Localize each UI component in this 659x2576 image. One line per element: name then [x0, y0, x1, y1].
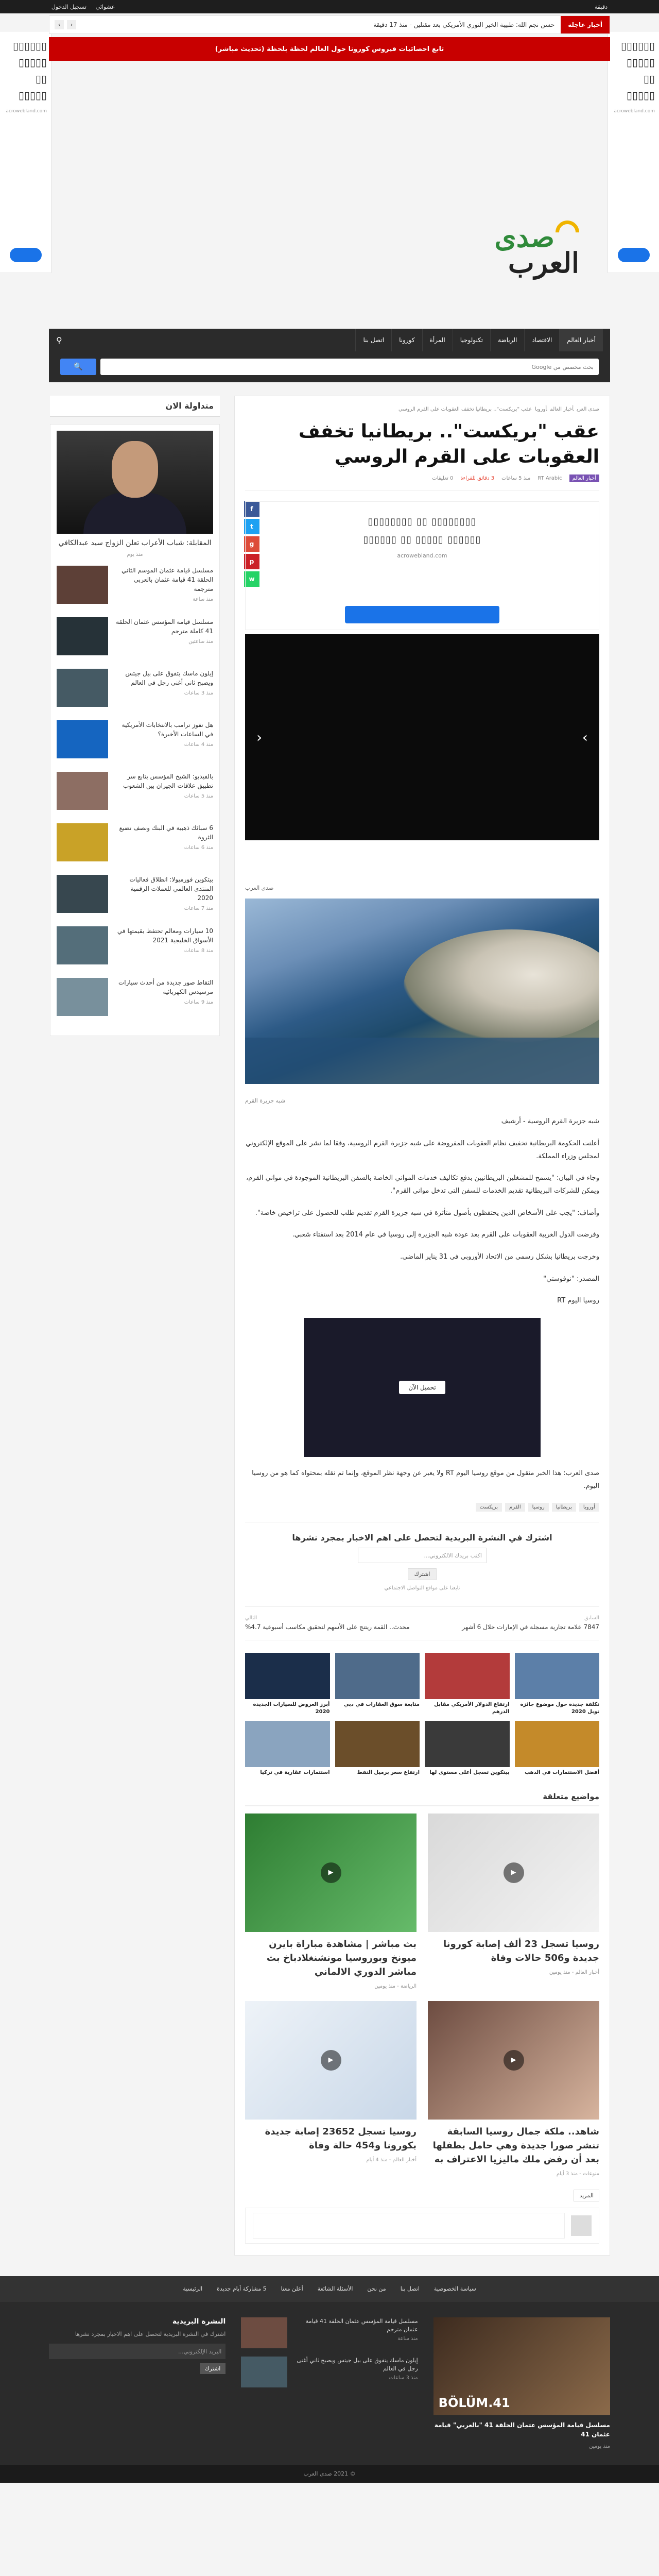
sponsored-image: [245, 1653, 330, 1699]
sidebar-post-meta: منذ 9 ساعات: [184, 999, 213, 1005]
sidebar-post-title[interactable]: التقاط صور جديدة من أحدث سيارات مرسيدس الكهربائية: [118, 979, 213, 995]
comment-input[interactable]: [253, 2213, 565, 2239]
prev-post[interactable]: السابق 7847 علامة تجارية مسجلة في الإمارات خلال 6 أشهر: [462, 1615, 599, 1631]
ticker-prev-icon[interactable]: ‹: [67, 20, 76, 29]
breaking-label: أخبار عاجلة: [561, 16, 610, 33]
footer-nav-item[interactable]: اتصل بنا: [400, 2285, 420, 2293]
sponsored-title: أبرز العروض للسيارات الجديدة 2020: [253, 1701, 330, 1715]
nav-item[interactable]: المرأة: [422, 329, 453, 351]
top-bar: [0, 0, 659, 13]
sidebar-post-meta: منذ 8 ساعات: [184, 948, 213, 954]
sponsored-image: [425, 1721, 510, 1767]
related-meta: أخبار العالم - منذ يومين: [549, 1969, 599, 1975]
sidebar-post[interactable]: [57, 926, 213, 964]
next-post[interactable]: التالي محدث.. القمة ريتنج على الأسهم لتحقيق مكاسب أسبوعية 4.7%: [245, 1615, 410, 1631]
related-title[interactable]: شاهد.. ملكة جمال روسيا السابقة تنشر صورا جديدة وهي حامل بطفلها بعد أن رفض ملك ماليزيا الاعتراف به: [432, 2126, 599, 2165]
load-more-button[interactable]: المزيد: [574, 2190, 599, 2201]
logo-line2: العرب: [508, 246, 579, 279]
sidebar-post[interactable]: [57, 875, 213, 913]
article-meta: [245, 474, 599, 491]
ad-line2: ▯▯▯▯▯▯ ▯▯▯▯▯ ▯▯ ▯▯▯▯▯▯: [363, 534, 481, 546]
logo-line1: صدى: [494, 221, 554, 253]
sidebar-lead-title[interactable]: المقابلة: شباب الأعراب تعلن الزواج سيد عبدالكافي: [58, 539, 212, 547]
related-image: [245, 2001, 417, 2120]
footer-newsletter-title: النشرة البريدية: [172, 2317, 226, 2326]
footer-post-title[interactable]: إيلون ماسك يتفوق على بيل جيتس ويصبح ثاني أغنى رجل في العالم: [297, 2357, 418, 2372]
nav-item[interactable]: أخبار العالم: [559, 329, 603, 351]
sidebar-thumb: [57, 823, 108, 861]
article-date: منذ 5 ساعات: [501, 476, 531, 482]
whatsapp-icon[interactable]: w: [244, 571, 259, 587]
ticker-next-icon[interactable]: ›: [55, 20, 64, 29]
sidebar-post[interactable]: [57, 720, 213, 758]
copyright: © 2021 صدى العرب: [0, 2465, 659, 2483]
sidebar-thumb: [57, 720, 108, 758]
logo-signal-icon: [550, 215, 584, 249]
side-ad-button[interactable]: [10, 248, 42, 262]
related-heading: مواضيع متعلقة: [245, 1792, 599, 1806]
article-paragraph: المصدر: "نوفوستي": [543, 1275, 599, 1283]
sponsored-image: [335, 1653, 420, 1699]
sidebar-post-title[interactable]: إيلون ماسك يتفوق على بيل جيتس ويصبح ثاني أغنى رجل في العالم: [125, 670, 213, 686]
sidebar-thumb: [57, 875, 108, 913]
sidebar-post-meta: منذ 4 ساعات: [184, 742, 213, 748]
article-paragraph: أعلنت الحكومة البريطانية تخفيف نظام العقوبات المفروضة على شبه جزيرة القرم الروسية، وفقا لما نشر على الموقع الإلكتروني لمجلس وزراء المملكة.: [246, 1139, 599, 1160]
tag[interactable]: روسيا: [528, 1503, 549, 1512]
sidebar-thumb: [57, 669, 108, 707]
ad-line1: ▯▯▯▯▯▯▯▯ ▯▯ ▯▯▯▯▯▯▯▯: [368, 516, 477, 528]
sidebar-post-meta: منذ 7 ساعات: [184, 906, 213, 911]
tag[interactable]: بريكست: [476, 1503, 502, 1512]
footer-post-meta: منذ ساعة: [397, 2335, 418, 2342]
sidebar-post-title[interactable]: 6 سبائك ذهبية في البنك ونصف تضيع الثروة: [119, 824, 213, 841]
play-icon[interactable]: ▶: [321, 1862, 341, 1883]
side-ad-left[interactable]: [0, 31, 51, 273]
breaking-text[interactable]: حسن نجم الله: طبيبة الخير النوري الأمريكي بعد مقتلين - منذ 17 دقيقة: [373, 21, 555, 28]
related-image: [428, 1814, 599, 1932]
footer-featured[interactable]: [433, 2317, 610, 2450]
sidebar-post-title[interactable]: مسلسل قيامة المؤسس عثمان الحلقة 41 كاملة مترجم: [116, 618, 213, 635]
nav-item[interactable]: الاقتصاد: [524, 329, 559, 351]
tag[interactable]: أوروبا: [579, 1503, 599, 1512]
sidebar-post-title[interactable]: بالفيديو: الشيخ المؤسس يتابع سر تطبيق علاقات الجيران بين الشعوب: [123, 773, 213, 789]
related-post[interactable]: [428, 2001, 599, 2177]
nav-item[interactable]: كورونا: [391, 329, 422, 351]
footer-newsletter-text: اشترك في النشرة البريدية لتحصل على اهم الاخبار بمجرد نشرها: [75, 2330, 226, 2337]
sidebar-thumb: [57, 566, 108, 604]
prev-next-nav: [245, 1606, 599, 1640]
play-icon[interactable]: ▶: [504, 2050, 524, 2071]
subscribe-email-input[interactable]: اكتب بريدك الالكتروني...: [358, 1548, 487, 1563]
google-search-button[interactable]: 🔍: [60, 359, 96, 375]
sponsored-item[interactable]: [515, 1721, 600, 1776]
side-ad-text: ▯▯▯▯▯▯ ▯▯▯▯▯ ▯▯ ▯▯▯▯▯: [12, 40, 47, 101]
sponsored-image: [515, 1653, 600, 1699]
sidebar-thumb: [57, 772, 108, 810]
footer-nav-item[interactable]: 5 مشاركة أيام جديدة: [217, 2285, 267, 2293]
subscribe-box: [245, 1522, 599, 1601]
comment-count[interactable]: 0 تعليقات: [432, 476, 454, 482]
sidebar-lead-meta: منذ يوم: [127, 552, 143, 557]
subscribe-title: اشترك في النشرة البريدية لتحصل على اهم الاخبار بمجرد نشرها: [292, 1533, 552, 1543]
footer-post-meta: منذ 3 ساعات: [389, 2375, 418, 2381]
footer-nav-item[interactable]: الأسئلة الشائعة: [317, 2285, 353, 2293]
footer-thumb: [241, 2357, 287, 2387]
breadcrumb-item[interactable]: صدى العرب: [577, 406, 599, 412]
login-link[interactable]: تسجيل الدخول: [51, 3, 86, 10]
sidebar-post-meta: منذ 5 ساعات: [184, 793, 213, 799]
pinterest-icon[interactable]: p: [244, 554, 259, 569]
footer-newsletter: [49, 2317, 226, 2450]
comment-box: [245, 2208, 599, 2244]
tag[interactable]: بريطانيا: [552, 1503, 576, 1512]
related-meta: منوعات - منذ 3 أيام: [556, 2171, 599, 2177]
article-body: [245, 1115, 599, 1308]
side-ad-button[interactable]: [618, 248, 650, 262]
sidebar-post-title[interactable]: مسلسل قيامة عثمان الموسم الثاني الحلقة 41 قيامة عثمان بالعربي مترجمة: [122, 567, 213, 592]
sponsored-item[interactable]: [425, 1721, 510, 1776]
breaking-news-ticker: [49, 15, 610, 34]
avatar: [571, 2215, 592, 2236]
twitter-icon[interactable]: t: [244, 519, 259, 534]
category-badge[interactable]: أخبار العالم: [569, 474, 599, 482]
subscribe-button[interactable]: اشترك: [408, 1568, 437, 1580]
related-posts: [245, 1814, 599, 2177]
read-time: 3 دقائق للقراءة: [460, 476, 495, 482]
article-photo: [245, 899, 599, 1084]
sidebar-thumb: [57, 617, 108, 655]
nav-item[interactable]: اتصل بنا: [355, 329, 391, 351]
breadcrumb: [245, 406, 599, 412]
related-image: [245, 1814, 417, 1932]
article-paragraph: وأضاف: "يجب على الأشخاص الذين يحتفظون بأصول متأثرة في شبه جزيرة القرم تقديم طلب للحصول على تراخيص خاصة".: [255, 1209, 599, 1217]
related-meta: أخبار العالم - منذ 4 أيام: [366, 2157, 417, 2163]
sidebar-post-title[interactable]: بيتكوين فورميولا: انطلاق فعاليات المنتدى العالمي للعملات الرقمية 2020: [129, 876, 213, 902]
video-player[interactable]: [245, 634, 599, 840]
play-icon[interactable]: ▶: [321, 2050, 341, 2071]
sidebar-thumb: [57, 978, 108, 1016]
breadcrumb-item[interactable]: أوروبا: [535, 406, 547, 412]
video-next-icon[interactable]: ›: [582, 728, 588, 746]
google-search-bar: [49, 351, 610, 382]
sponsored-grid: [245, 1653, 599, 1776]
article-paragraph: وخرجت بريطانيا بشكل رسمي من الاتحاد الأوروبي في 31 يناير الماضي.: [400, 1253, 599, 1261]
article-ad[interactable]: [245, 501, 599, 630]
related-title[interactable]: روسيا تسجل 23 ألف إصابة كورونا جديدة و506 حالات وفاة: [443, 1938, 599, 1963]
sponsored-item[interactable]: [245, 1653, 330, 1716]
footer-subscribe-button[interactable]: اشترك: [200, 2363, 226, 2374]
ad-domain: acrowebland.com: [397, 552, 447, 560]
corona-alert-bar[interactable]: تابع احصائيات فيروس كورونا حول العالم لحظة بلحظة (تحديث مباشر): [49, 37, 610, 61]
sponsored-image: [335, 1721, 420, 1767]
article-content: [234, 396, 610, 2256]
breadcrumb-item[interactable]: أخبار العالم: [550, 406, 574, 412]
footer-nav: [0, 2276, 659, 2302]
related-title[interactable]: روسيا تسجل 23652 إصابة جديدة بكورونا و454 حالة وفاة: [265, 2126, 417, 2151]
ad-cta-button[interactable]: [345, 606, 499, 623]
related-image: [428, 2001, 599, 2120]
sponsored-item[interactable]: [515, 1653, 600, 1716]
side-ad-domain: acrowebland.com: [6, 109, 47, 114]
photo-caption: شبه جزيرة القرم: [245, 1097, 286, 1105]
sidebar-post[interactable]: [57, 566, 213, 604]
sponsored-title: نكلفة جديدة حول موضوع جائزة نوبل 2020: [520, 1701, 599, 1715]
related-post[interactable]: [245, 2001, 417, 2177]
footer-thumb: [241, 2317, 287, 2348]
google-search-input[interactable]: بحث مخصص من Google: [100, 359, 599, 375]
article-disclaimer: صدى العرب: هذا الخبر منقول من موقع روسيا اليوم RT ولا يعبر عن وجهة نظر الموقع، وإنما تم نقله بمحتواه كما هو من روسيا اليوم.: [252, 1469, 599, 1490]
subscribe-note: تابعنا على مواقع التواصل الاجتماعي: [384, 1585, 460, 1591]
related-title[interactable]: بث مباشر | مشاهدة مباراة بايرن ميونخ وبوروسيا مونشنغلادباخ بث مباشر الدوري الالماني: [266, 1938, 417, 1977]
sponsored-title: بيتكوين تسجل أعلى مستوى لها: [429, 1769, 510, 1775]
nav-item[interactable]: تكنولوجيا: [453, 329, 490, 351]
sidebar-post-meta: منذ ساعتين: [188, 639, 213, 645]
article-paragraph: وفرضت الدول الغربية العقوبات على القرم بعد عودة شبه الجزيرة إلى روسيا في عام 2014 بعد استفتاء شعبي.: [292, 1231, 599, 1239]
sponsored-title: متابعة سوق العقارات في دبي: [343, 1701, 420, 1707]
sponsored-item[interactable]: [335, 1653, 420, 1716]
top-bar-date: دقيقة: [595, 3, 608, 10]
sidebar-lead-image[interactable]: [57, 431, 213, 534]
random-link[interactable]: عشوائي: [95, 3, 115, 10]
article-tags: [245, 1503, 599, 1512]
sidebar-post-title[interactable]: هل تفوز ترامب بالانتخابات الأمريكية في الساعات الأخيرة؟: [122, 721, 213, 738]
footer-post-title[interactable]: مسلسل قيامة المؤسس عثمان الحلقة 41 قيامة عثمان مترجم: [305, 2317, 418, 2333]
sidebar-heading: متداولة الان: [50, 396, 220, 417]
article-title: عقب "بريكست".. بريطانيا تخفف العقوبات على القرم الروسي: [298, 421, 599, 467]
footer-nav-item[interactable]: من نحن: [367, 2285, 386, 2293]
related-post[interactable]: [245, 1814, 417, 1990]
ad-download-button[interactable]: تحميل الآن: [399, 1381, 445, 1394]
footer-post[interactable]: [241, 2357, 418, 2387]
footer-nav-item[interactable]: سياسة الخصوصية: [433, 2285, 476, 2293]
breadcrumb-item[interactable]: عقب "بريكست".. بريطانيا تخفف العقوبات على القرم الروسي: [398, 406, 532, 412]
article-paragraph: شبه جزيرة القرم الروسية - أرشيف: [501, 1117, 599, 1126]
sponsored-title: ارتفاع الدولار الأمريكي مقابل الدرهم: [434, 1701, 510, 1715]
sidebar-post[interactable]: [57, 823, 213, 861]
related-meta: الرياضة - منذ يومين: [374, 1983, 417, 1989]
sponsored-item[interactable]: [335, 1721, 420, 1776]
sponsored-title: ارتفاع سعر برميل النفط: [357, 1769, 420, 1775]
sponsored-image: [425, 1653, 510, 1699]
related-post[interactable]: [428, 1814, 599, 1990]
footer-nav-item[interactable]: الرئيسية: [183, 2285, 203, 2293]
sponsored-image: [245, 1721, 330, 1767]
footer-featured-title[interactable]: مسلسل قيامة المؤسس عثمان الحلقة 41 "بالعربي" قيامة عثمان 41: [434, 2421, 610, 2438]
article-author[interactable]: RT Arabic: [537, 476, 562, 482]
footer-nav-item[interactable]: أعلن معنا: [281, 2285, 303, 2293]
sponsored-item[interactable]: [425, 1653, 510, 1716]
article-source: صدى العرب: [245, 885, 274, 892]
sidebar-post[interactable]: [57, 669, 213, 707]
side-ad-text: ▯▯▯▯▯▯ ▯▯▯▯▯ ▯▯ ▯▯▯▯▯: [620, 40, 655, 101]
footer-featured-badge: 41.BÖLÜM: [438, 2395, 510, 2410]
main-nav: [49, 329, 610, 351]
google-plus-icon[interactable]: g: [244, 536, 259, 552]
sponsored-item[interactable]: [245, 1721, 330, 1776]
inline-ad[interactable]: [304, 1318, 541, 1457]
article-paragraph: روسيا اليوم RT: [557, 1297, 599, 1305]
facebook-icon[interactable]: f: [244, 501, 259, 517]
sidebar-thumb: [57, 926, 108, 964]
sidebar-post[interactable]: [57, 978, 213, 1016]
sponsored-title: أفضل الاستثمارات في الذهب: [525, 1769, 599, 1775]
sidebar: [50, 396, 220, 1036]
footer-email-input[interactable]: البريد الإلكتروني...: [49, 2344, 226, 2359]
sidebar-post[interactable]: [57, 772, 213, 810]
play-icon[interactable]: ▶: [504, 1862, 524, 1883]
sidebar-post-title[interactable]: 10 سيارات ومعالم تحتفظ بقيمتها في الأسواق الخليجية 2021: [117, 927, 213, 944]
sponsored-image: [515, 1721, 600, 1767]
sponsored-title: استثمارات عقارية في تركيا: [260, 1769, 330, 1775]
sidebar-post-meta: منذ 6 ساعات: [184, 845, 213, 851]
side-ad-right[interactable]: [608, 31, 659, 273]
article-paragraph: وجاء في البيان: "يسمح للمشغلين البريطانيين بدفع تكاليف خدمات المواني الخاصة بالسفن البريطانية الموجودة في مواني القرم، ويمكن للشركات البريطانية تقديم الخدمات للسفن التي تدخل مواني القرم".: [246, 1174, 599, 1195]
nav-item[interactable]: الرياضة: [490, 329, 524, 351]
footer-list: [241, 2317, 418, 2450]
footer: [0, 2276, 659, 2483]
side-ad-domain: acrowebland.com: [614, 109, 655, 114]
footer-featured-meta: منذ يومين: [589, 2443, 610, 2449]
sidebar-post[interactable]: [57, 617, 213, 655]
sidebar-post-meta: منذ ساعة: [193, 597, 213, 602]
tag[interactable]: القرم: [505, 1503, 525, 1512]
site-logo[interactable]: [487, 200, 579, 277]
sidebar-post-meta: منذ 3 ساعات: [184, 690, 213, 696]
video-prev-icon[interactable]: ‹: [256, 728, 263, 746]
search-icon[interactable]: ⚲: [56, 335, 62, 345]
footer-post[interactable]: [241, 2317, 418, 2348]
